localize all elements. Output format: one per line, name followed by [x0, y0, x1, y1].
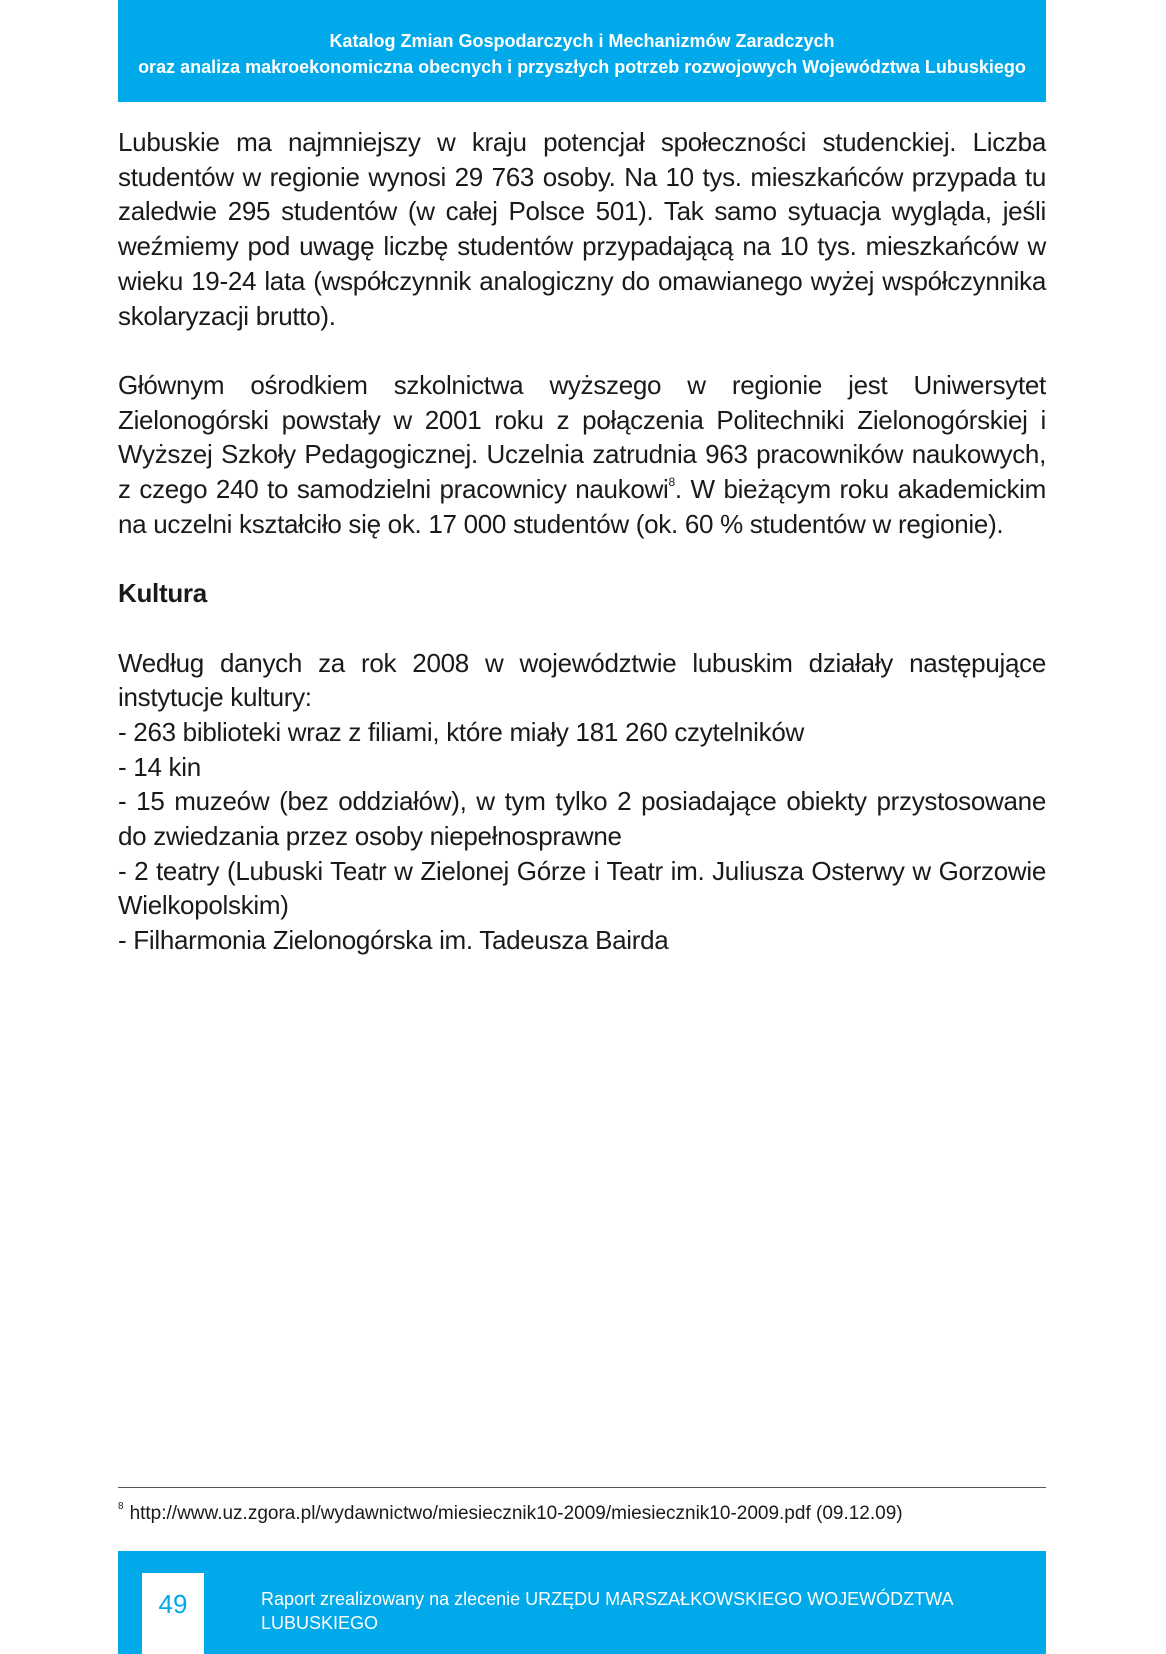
main-content: [118, 125, 1046, 958]
footer-text: Raport zrealizowany na zlecenie URZĘDU MARSZAŁKOWSKIEGO WOJEWÓDZTWA LUBUSKIEGO: [261, 1589, 953, 1633]
footnote-reference[interactable]: 8: [668, 475, 675, 490]
page-footer: [118, 1551, 1046, 1654]
list-item: - 2 teatry (Lubuski Teatr w Zielonej Górze i Teatr im. Juliusza Osterwy w Gorzowie Wielkopolskim): [118, 855, 1046, 921]
footnote: [118, 1500, 1046, 1528]
list-item: - 263 biblioteki wraz z filiami, które miały 181 260 czytelników: [118, 716, 804, 747]
header-title-line1: Katalog Zmian Gospodarczych i Mechanizmów Zaradczych: [329, 31, 835, 51]
list-item: - Filharmonia Zielonogórska im. Tadeusza Bairda: [118, 925, 669, 956]
paragraph-university: [118, 368, 1046, 542]
paragraph-university-text-2: . W bieżącym roku akademickim na uczelni kształciło się ok. 17 000 studentów (ok. 60 % studentów w regionie).: [118, 474, 1046, 539]
section-heading-kultura: Kultura: [118, 578, 207, 609]
page-number: 49: [142, 1573, 204, 1654]
footnote-number: 8: [118, 1501, 124, 1512]
paragraph-university-text-1: Głównym ośrodkiem szkolnictwa wyższego w regionie jest Uniwersytet Zielonogórski powstały w 2001 roku z połączenia Politechniki Zielonogórskiej i Wyższej Szkoły Pedagogicznej. Uczelnia zatrudnia 963 pracowników naukowych, z czego 240 to samodzielni pracownicy naukowi: [118, 369, 1046, 505]
culture-institutions-list: [118, 715, 1046, 958]
paragraph-students: Lubuskie ma najmniejszy w kraju potencjał społeczności studenckiej. Liczba studentów w regionie wynosi 29 763 osoby. Na 10 tys. mieszkańców przypada tu zaledwie 295 studentów (w całej Polsce 501). Tak samo sytuacja wygląda, jeśli weźmiemy pod uwagę liczbę studentów przypadającą na 10 tys. mieszkańców w wieku 19-24 lata (współczynnik analogiczny do omawianego wyżej współczynnika skolaryzacji brutto).: [118, 127, 1046, 331]
paragraph-culture-intro: Według danych za rok 2008 w województwie lubuskim działały następujące instytucje kultury:: [118, 647, 1046, 713]
header-title-line2: oraz analiza makroekonomiczna obecnych i przyszłych potrzeb rozwojowych Województwa Lubuskiego: [138, 57, 1026, 77]
page-header: [118, 0, 1046, 102]
list-item: - 14 kin: [118, 751, 201, 782]
footnote-divider: [118, 1487, 1046, 1488]
footnote-link[interactable]: http://www.uz.zgora.pl/wydawnictwo/miesiecznik10-2009/miesiecznik10-2009.pdf (09.12.09): [129, 1503, 903, 1524]
list-item: - 15 muzeów (bez oddziałów), w tym tylko 2 posiadające obiekty przystosowane do zwiedzania przez osoby niepełnosprawne: [118, 786, 1046, 852]
